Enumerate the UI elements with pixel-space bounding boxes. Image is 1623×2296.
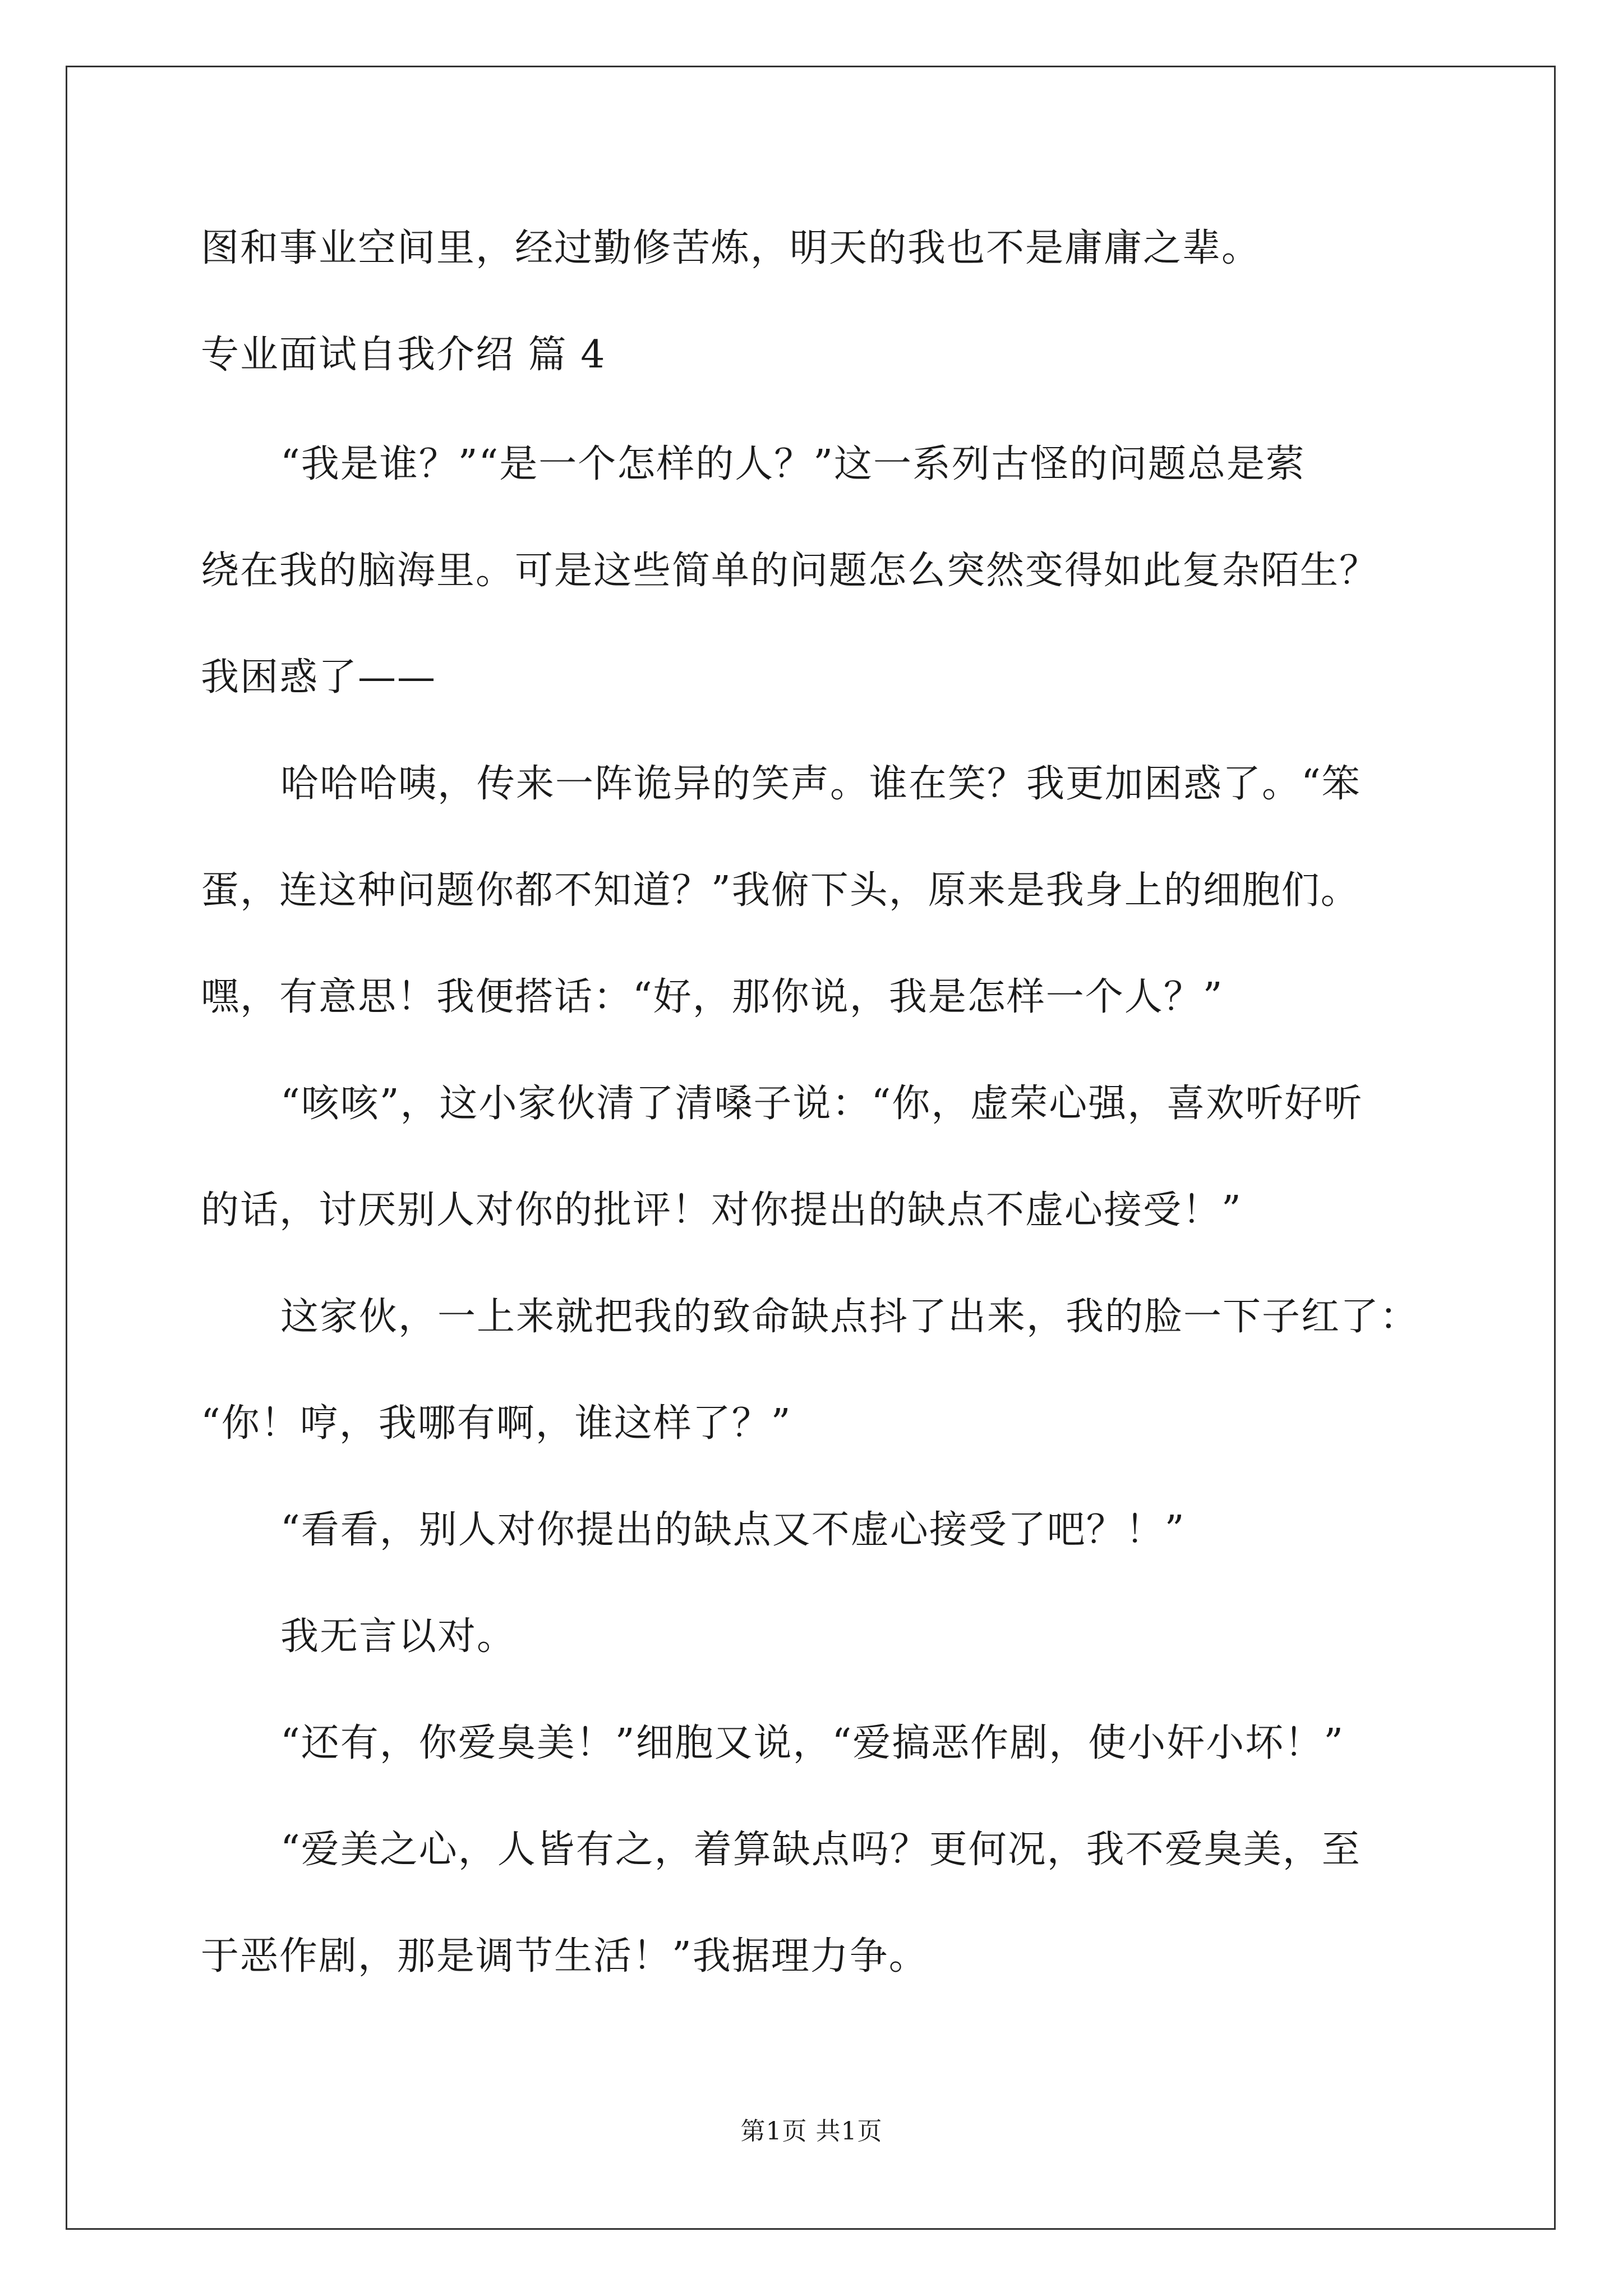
paragraph-line: 这家伙，一上来就把我的致命缺点抖了出来，我的脸一下子红了： xyxy=(280,1295,1419,1339)
section-heading: 专业面试自我介绍 篇 4 xyxy=(201,333,606,377)
paragraph-line: 哈哈哈咦，传来一阵诡异的笑声。谁在笑？我更加困惑了。“笨 xyxy=(280,762,1361,806)
paragraph-line: “咳咳”，这小家伙清了清嗓子说：“你，虚荣心强，喜欢听好听 xyxy=(280,1082,1363,1126)
paragraph-line: “还有，你爱臭美！”细胞又说，“爱搞恶作剧，使小奸小坏！” xyxy=(280,1721,1345,1765)
paragraph-line: 嘿，有意思！我便搭话：“好，那你说，我是怎样一个人？” xyxy=(201,975,1224,1019)
paragraph-line: 绕在我的脑海里。可是这些简单的问题怎么突然变得如此复杂陌生？ xyxy=(201,549,1379,593)
page-border xyxy=(66,66,1556,2230)
paragraph-line: “看看，别人对你提出的缺点又不虚心接受了吧？！” xyxy=(280,1508,1186,1552)
paragraph-line: “爱美之心，人皆有之，着算缺点吗？更何况，我不爱臭美，至 xyxy=(280,1828,1361,1872)
paragraph-line: “你！哼，我哪有啊，谁这样了？” xyxy=(201,1401,792,1446)
paragraph-line: 蛋，连这种问题你都不知道？”我俯下头，原来是我身上的细胞们。 xyxy=(201,868,1360,913)
page-footer: 第1页 共1页 xyxy=(740,2117,883,2146)
paragraph-line: 的话，讨厌别人对你的批评！对你提出的缺点不虚心接受！” xyxy=(201,1188,1242,1232)
paragraph-line: 我困惑了—— xyxy=(201,655,437,700)
paragraph-line: 于恶作剧，那是调节生活！”我据理力争。 xyxy=(201,1934,928,1978)
paragraph-line: 我无言以对。 xyxy=(280,1614,517,1659)
text-line: 图和事业空间里，经过勤修苦炼，明天的我也不是庸庸之辈。 xyxy=(201,226,1261,270)
paragraph-line: “我是谁？”“是一个怎样的人？”这一系列古怪的问题总是萦 xyxy=(280,442,1306,486)
